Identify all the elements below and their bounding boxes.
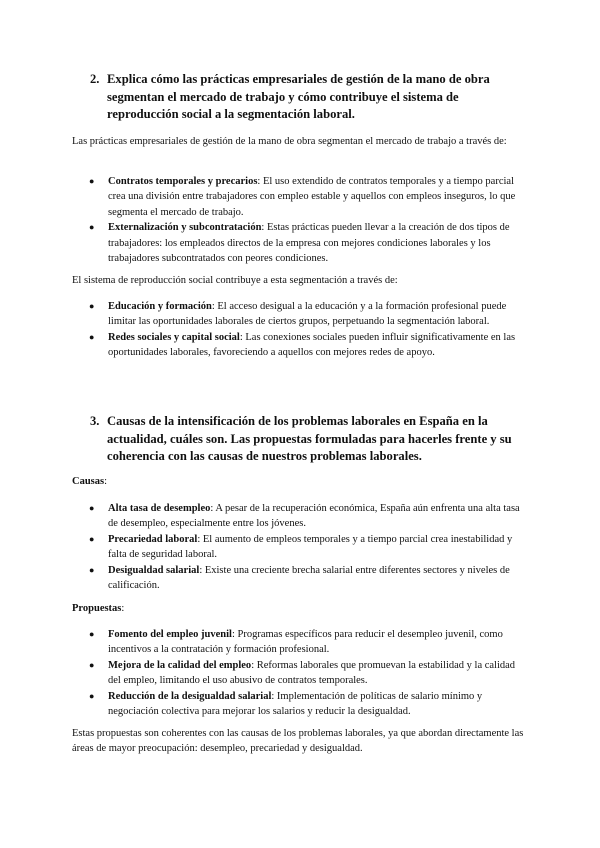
list-item (72, 299, 528, 330)
practices-intro: Las prácticas empresariales de gestión de la mano de obra segmentan el mercado de trabajo a través de: (72, 136, 507, 147)
item-text: : Estas prácticas pueden llevar a la creación de dos tipos de trabajadores: los empleados directos de la empresa con mejores condiciones laborales y los trabajadores subcontratados con peores condiciones. (108, 222, 510, 265)
item-text: : El uso extendido de contratos temporales y a tiempo parcial crea una división entre trabajadores con empleo estable y aquellos con empleos inseguros, lo que segmenta el mercado de trabajo. (108, 176, 516, 218)
bullet-icon: ● (89, 564, 95, 575)
practices-list (72, 174, 528, 266)
social-intro: El sistema de reproducción social contribuye a esta segmentación a través de: (72, 275, 398, 286)
proposals-colon: : (121, 603, 125, 614)
item-term: Educación y formación (108, 301, 212, 312)
bullet-icon: ● (89, 301, 95, 311)
item-term: Desigualdad salarial (108, 564, 200, 576)
list-item (72, 501, 528, 532)
list-item (72, 689, 528, 720)
causes-label-line (72, 474, 107, 489)
bullet-icon: ● (89, 659, 95, 670)
item-text: : Reformas laborales que promuevan la estabilidad y la calidad del empleo, limitando el uso abusivo de contratos temporales. (108, 659, 516, 687)
proposals-label: Propuestas (72, 603, 122, 614)
list-item (72, 563, 528, 594)
social-list (72, 299, 528, 361)
bullet-icon: ● (89, 222, 95, 233)
bullet-icon: ● (89, 176, 95, 186)
item-term: Precariedad laboral (108, 533, 198, 545)
item-text: : Implementación de políticas de salario mínimo y negociación colectiva para mejorar los salarios y reducir la desigualdad. (108, 690, 483, 718)
bullet-icon: ● (89, 629, 95, 639)
item-term: Fomento del empleo juvenil (108, 629, 232, 640)
list-item (72, 532, 528, 563)
bullet-icon: ● (89, 503, 95, 513)
question-3-number: 3. (90, 414, 100, 428)
item-term: Redes sociales y capital social (108, 331, 240, 343)
item-text: : El aumento de empleos temporales y a tiempo parcial crea inestabilidad y falta de seguridad laboral. (108, 533, 513, 561)
question-3-title: Causas de la intensificación de los problemas laborales en España en la actualidad, cuáles son. Las propuestas formuladas para hacerles frente y su coherencia con las causas de nuestros problemas laborales. (107, 414, 512, 464)
list-item (72, 658, 528, 689)
question-2-title: Explica cómo las prácticas empresariales de gestión de la mano de obra segmentan el mercado de trabajo y cómo contribuye el sistema de reproducción social a la segmentación laboral. (107, 72, 490, 122)
item-text: : Existe una creciente brecha salarial entre diferentes sectores y niveles de calificación. (108, 564, 510, 592)
list-item (72, 220, 528, 266)
item-text: : Programas específicos para reducir el desempleo juvenil, como incentivos a la contratación y formación profesional. (108, 629, 503, 656)
question-3-heading (90, 413, 528, 466)
question-2-heading (90, 71, 528, 124)
proposals-list (72, 627, 528, 719)
list-item (72, 174, 528, 220)
causes-label: Causas (72, 476, 105, 487)
causes-list (72, 501, 528, 593)
item-term: Externalización y subcontratación (108, 222, 262, 234)
item-text: : El acceso desigual a la educación y a la formación profesional puede limitar las oportunidades laborales de ciertos grupos, perpetuando la segmentación laboral. (108, 301, 507, 328)
item-text: : Las conexiones sociales pueden influir significativamente en las oportunidades laborales, favoreciendo a aquellos con mejores redes de apoyo. (108, 331, 516, 359)
bullet-icon: ● (89, 331, 95, 342)
item-term: Mejora de la calidad del empleo (108, 659, 252, 671)
proposals-label-line (72, 601, 124, 616)
conclusion-paragraph: Estas propuestas son coherentes con las causas de los problemas laborales, ya que abordan directamente las áreas de mayor preocupación: desempleo, precariedad y desigualdad. (72, 728, 524, 755)
causes-colon: : (104, 476, 108, 487)
item-term: Alta tasa de desempleo (108, 503, 211, 514)
question-2-number: 2. (90, 72, 100, 86)
item-text: : A pesar de la recuperación económica, España aún enfrenta una alta tasa de desempleo, especialmente entre los jóvenes. (108, 503, 520, 530)
list-item (72, 627, 528, 658)
list-item (72, 330, 528, 361)
item-term: Contratos temporales y precarios (108, 176, 258, 187)
bullet-icon: ● (89, 690, 95, 701)
item-term: Reducción de la desigualdad salarial (108, 690, 272, 702)
bullet-icon: ● (89, 533, 95, 544)
